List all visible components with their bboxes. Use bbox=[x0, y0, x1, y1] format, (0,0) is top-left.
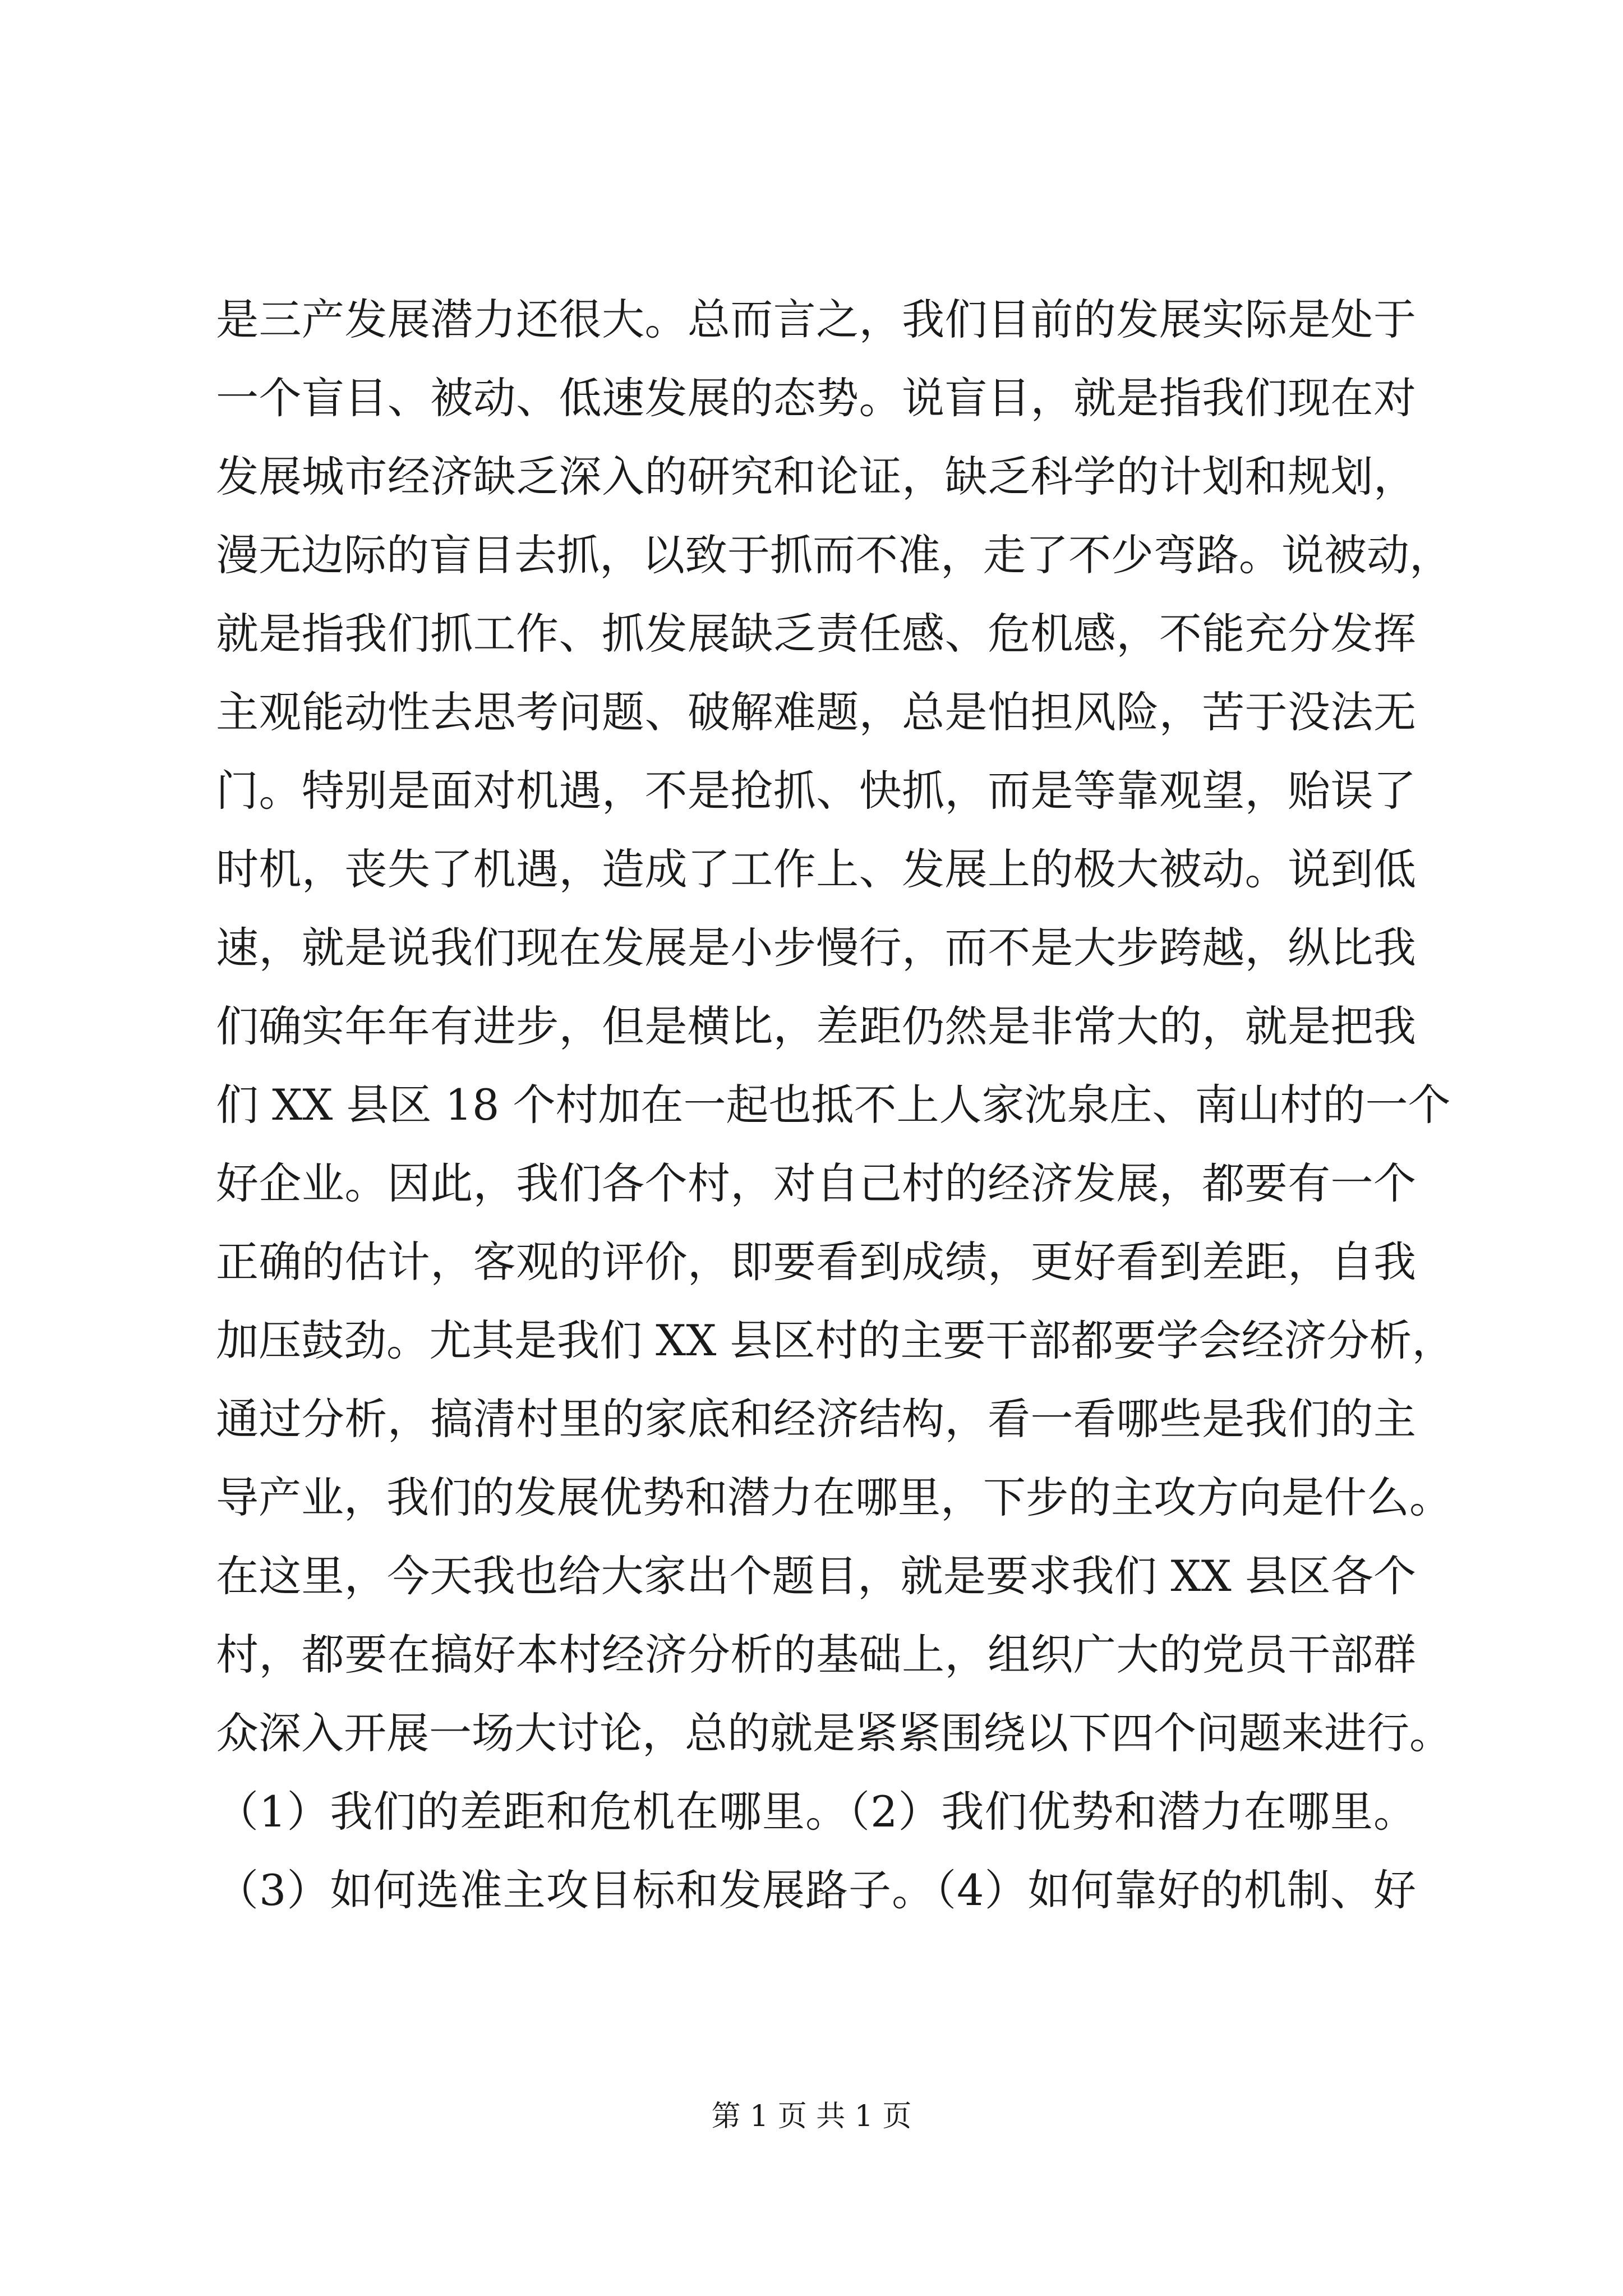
text-line: 村，都要在搞好本村经济分析的基础上，组织广大的党员干部群 bbox=[216, 1630, 1416, 1680]
text-line: 速，就是说我们现在发展是小步慢行，而不是大步跨越，纵比我 bbox=[216, 923, 1416, 973]
text-line: 导产业，我们的发展优势和潜力在哪里，下步的主攻方向是什么。 bbox=[216, 1473, 1452, 1522]
text-line: 通过分析，搞清村里的家底和经济结构，看一看哪些是我们的主 bbox=[216, 1394, 1416, 1444]
text-line: 就是指我们抓工作、抓发展缺乏责任感、危机感，不能充分发挥 bbox=[216, 609, 1416, 659]
text-line: 漫无边际的盲目去抓，以致于抓而不准，走了不少弯路。说被动， bbox=[216, 530, 1452, 580]
text-line: 们 XX 县区 18 个村加在一起也抵不上人家沈泉庄、南山村的一个 bbox=[216, 1080, 1451, 1130]
text-line: 时机，丧失了机遇，造成了工作上、发展上的极大被动。说到低 bbox=[216, 844, 1416, 894]
text-line: （1）我们的差距和危机在哪里。（2）我们优势和潜力在哪里。 bbox=[216, 1787, 1416, 1837]
text-line: 一个盲目、被动、低速发展的态势。说盲目，就是指我们现在对 bbox=[216, 373, 1416, 423]
body-paragraph bbox=[216, 280, 1455, 1930]
page-footer: 第 1 页 共 1 页 bbox=[711, 2100, 912, 2133]
text-line: 在这里，今天我也给大家出个题目，就是要求我们 XX 县区各个 bbox=[216, 1551, 1416, 1601]
text-line: 众深入开展一场大讨论，总的就是紧紧围绕以下四个问题来进行。 bbox=[216, 1708, 1452, 1758]
text-line: 们确实年年有进步，但是横比，差距仍然是非常大的，就是把我 bbox=[216, 1001, 1416, 1051]
text-line: 发展城市经济缺乏深入的研究和论证，缺乏科学的计划和规划， bbox=[216, 452, 1416, 501]
text-line: 主观能动性去思考问题、破解难题，总是怕担风险，苦于没法无 bbox=[216, 687, 1416, 737]
text-line: 正确的估计，客观的评价，即要看到成绩，更好看到差距，自我 bbox=[216, 1237, 1416, 1287]
text-line: （3）如何选准主攻目标和发展路子。（4）如何靠好的机制、好 bbox=[216, 1865, 1416, 1915]
text-line: 是三产发展潜力还很大。总而言之，我们目前的发展实际是处于 bbox=[216, 295, 1416, 344]
text-line: 门。特别是面对机遇，不是抢抓、快抓，而是等靠观望，贻误了 bbox=[216, 766, 1416, 816]
text-line: 加压鼓劲。尤其是我们 XX 县区村的主要干部都要学会经济分析， bbox=[216, 1315, 1455, 1365]
text-line: 好企业。因此，我们各个村，对自己村的经济发展，都要有一个 bbox=[216, 1158, 1416, 1208]
